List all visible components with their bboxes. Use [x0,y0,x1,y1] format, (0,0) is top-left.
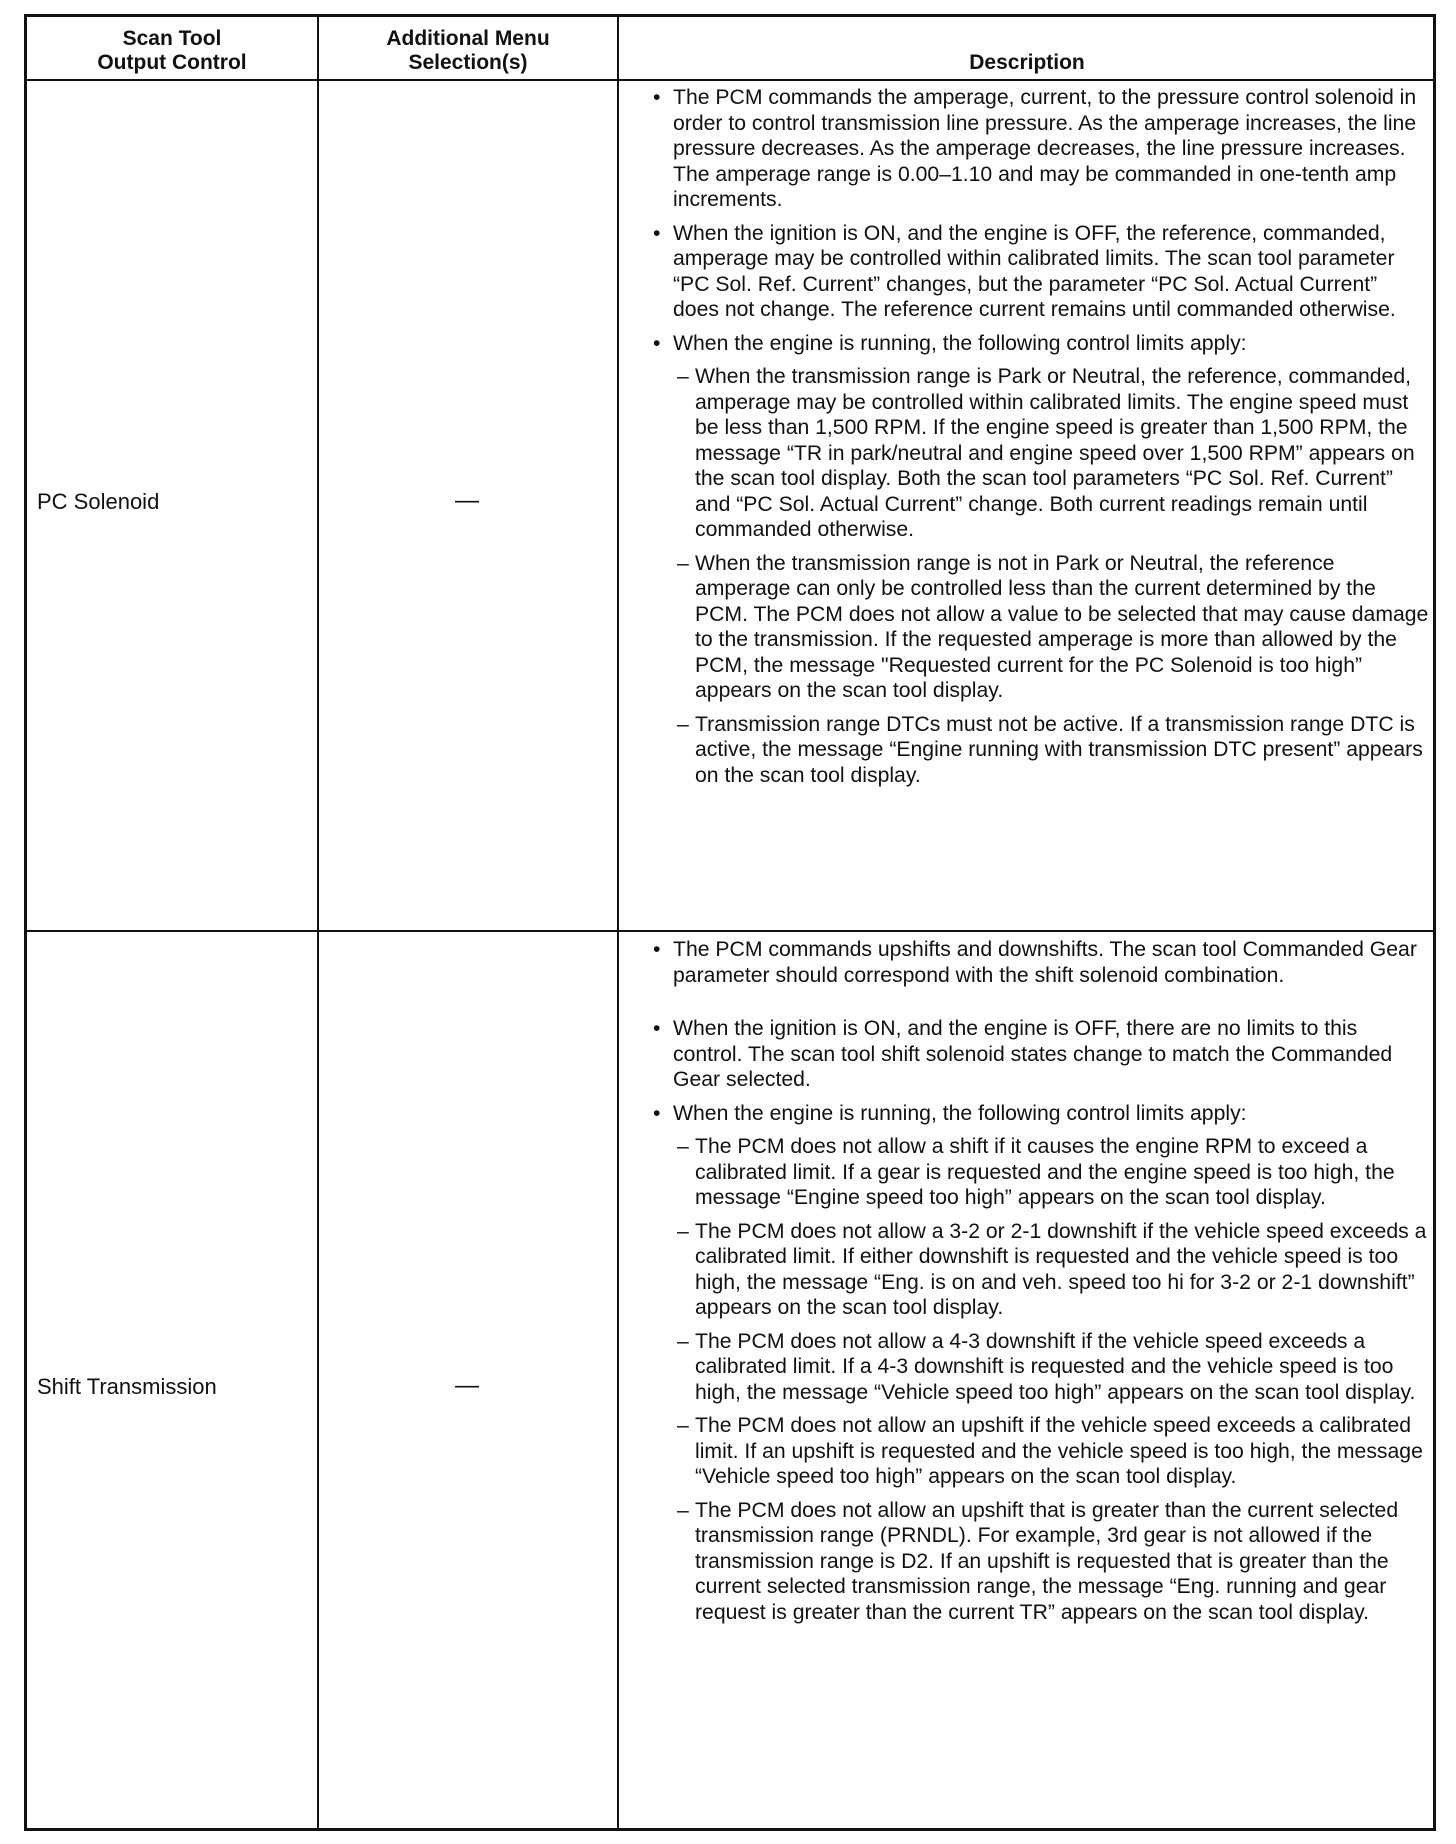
control-name-pc-solenoid: PC Solenoid [37,489,160,514]
sub-item: – When the transmission range is not in Park or Neutral, the reference amperage can only be controlled less than the current determined by the PCM. The PCM does not allow a value to be selected that may cause damage to the transmission. If the requested amperage is more than allowed by the PCM, the message "Requested current for the PC Solenoid is too high” appears on the scan tool display. [647,551,1429,704]
bullet-item: • When the engine is running, the following control limits apply: [647,1101,1429,1127]
header-description: Description [969,51,1085,74]
bullet-item: • When the engine is running, the following control limits apply: [647,331,1429,357]
bullet-item: • When the ignition is ON, and the engine is OFF, there are no limits to this control. The scan tool shift solenoid states change to match the Commanded Gear selected. [647,1016,1429,1093]
sub-item: – The PCM does not allow an upshift that is greater than the current selected transmission range (PRNDL). For example, 3rd gear is not allowed if the transmission range is D2. If an upshift is requested that is greater than the current selected transmission range, the message “Eng. running and gear request is greater than the current TR” appears on the scan tool display. [647,1498,1429,1626]
output-control-table [24,14,1436,1831]
bullet-item: • The PCM commands upshifts and downshifts. The scan tool Commanded Gear parameter should correspond with the shift solenoid combination. [647,937,1429,988]
header-menu-selections: Additional Menu Selection(s) [386,27,550,74]
column-divider [317,17,319,1828]
menu-selection-none: — [455,1372,479,1399]
sub-item: – The PCM does not allow a 4-3 downshift if the vehicle speed exceeds a calibrated limit. If a 4-3 downshift is requested and the vehicle speed is too high, the message “Vehicle speed too high” appears on the scan tool display. [647,1329,1429,1406]
row-divider [27,930,1433,932]
control-name-shift-transmission: Shift Transmission [37,1374,217,1399]
sub-item: – Transmission range DTCs must not be active. If a transmission range DTC is active, the message “Engine running with transmission DTC present” appears on the scan tool display. [647,712,1429,789]
menu-selection-none: — [455,487,479,514]
header-output-control: Scan Tool Output Control [97,27,247,74]
sub-item: – The PCM does not allow a 3-2 or 2-1 downshift if the vehicle speed exceeds a calibrated limit. If either downshift is requested and the vehicle speed is too high, the message “Eng. is on and veh. speed too hi for 3-2 or 2-1 downshift” appears on the scan tool display. [647,1219,1429,1321]
sub-item: – When the transmission range is Park or Neutral, the reference, commanded, amperage may be controlled within calibrated limits. The engine speed must be less than 1,500 RPM. If the engine speed is greater than 1,500 RPM, the message “TR in park/neutral and engine speed over 1,500 RPM” appears on the scan tool display. Both the scan tool parameters “PC Sol. Ref. Current” and “PC Sol. Actual Current” change. Both current readings remain until commanded otherwise. [647,364,1429,543]
description-shift-transmission [647,937,1429,1625]
description-pc-solenoid [647,85,1429,788]
header-divider [27,79,1433,81]
bullet-item: • The PCM commands the amperage, current, to the pressure control solenoid in order to control transmission line pressure. As the amperage increases, the line pressure decreases. As the amperage decreases, the line pressure increases. The amperage range is 0.00–1.10 and may be commanded in one-tenth amp increments. [647,85,1429,213]
sub-item: – The PCM does not allow a shift if it causes the engine RPM to exceed a calibrated limit. If a gear is requested and the engine speed is too high, the message “Engine speed too high” appears on the scan tool display. [647,1134,1429,1211]
column-divider [617,17,619,1828]
sub-item: – The PCM does not allow an upshift if the vehicle speed exceeds a calibrated limit. If an upshift is requested and the vehicle speed is too high, the message “Vehicle speed too high” appears on the scan tool display. [647,1413,1429,1490]
bullet-item: • When the ignition is ON, and the engine is OFF, the reference, commanded, amperage may be controlled within calibrated limits. The scan tool parameter “PC Sol. Ref. Current” changes, but the parameter “PC Sol. Actual Current” does not change. The reference current remains until commanded otherwise. [647,221,1429,323]
